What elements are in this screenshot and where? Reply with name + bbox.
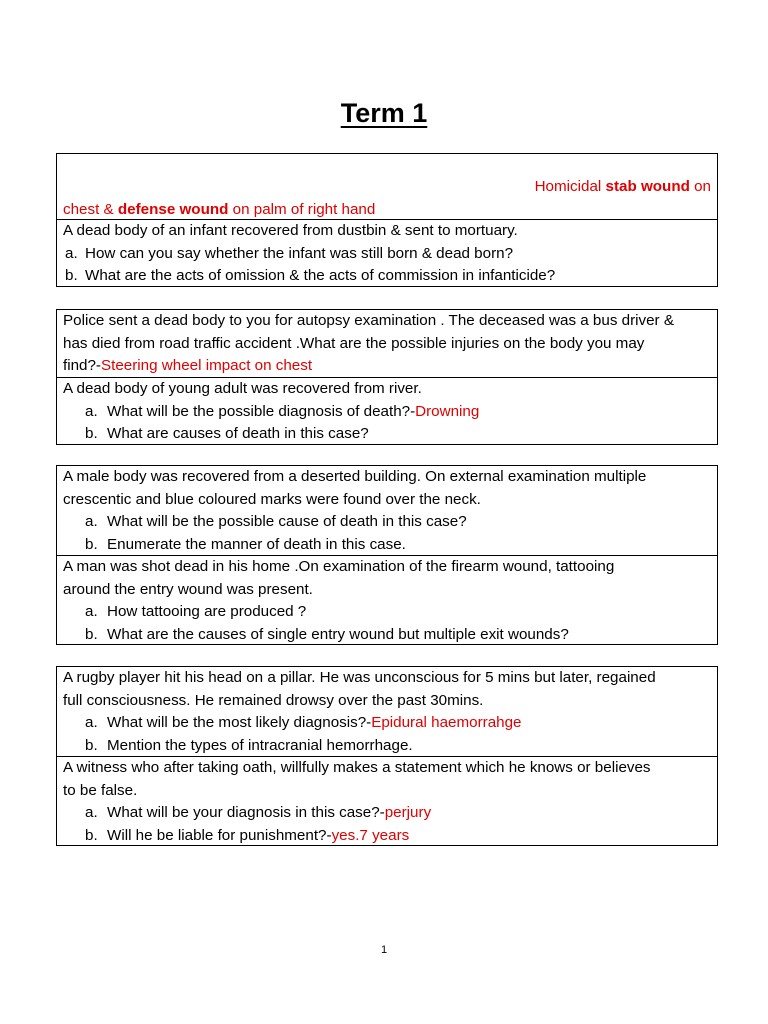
answer-bold-text: defense wound xyxy=(117,200,229,218)
question-table-1 xyxy=(56,153,718,287)
question-cell xyxy=(57,219,717,286)
question-text: A male body was recovered from a deserted building. On external examination multiple xyxy=(63,468,647,485)
question-text: A witness who after taking oath, willfully makes a statement which he knows or believes xyxy=(63,759,651,776)
question-text: find?- xyxy=(63,357,101,374)
question-table-2 xyxy=(56,309,718,445)
question-text: full consciousness. He remained drowsy over the past 30mins. xyxy=(63,691,484,709)
list-item: b. Mention the types of intracranial hemorrhage. xyxy=(85,736,413,754)
question-cell xyxy=(57,466,717,555)
question-text: Enumerate the manner of death in this case. xyxy=(107,535,406,553)
page-number: 1 xyxy=(380,944,388,956)
question-table-3 xyxy=(56,465,718,645)
question-text: What are the causes of single entry wound but multiple exit wounds? xyxy=(107,625,569,643)
question-table-4 xyxy=(56,666,718,846)
question-text: What will be the possible diagnosis of death?- xyxy=(107,402,416,420)
question-text: What will be your diagnosis in this case?- xyxy=(107,804,385,821)
answer-text: on xyxy=(689,178,711,195)
list-item: a. What will be the possible cause of death in this case? xyxy=(85,513,467,530)
list-item: b. Enumerate the manner of death in this case. xyxy=(85,535,406,553)
list-item: a. How can you say whether the infant was still born & dead born? xyxy=(65,244,514,262)
page-title: Term 1 xyxy=(340,98,428,128)
question-text: crescentic and blue coloured marks were found over the neck. xyxy=(63,490,481,508)
answer-bold-text: stab wound xyxy=(605,178,690,195)
question-text: A dead body of young adult was recovered from river. xyxy=(63,380,422,397)
question-text: Mention the types of intracranial hemorrhage. xyxy=(107,736,413,754)
question-cell xyxy=(57,555,717,644)
question-cell xyxy=(57,377,717,444)
list-item: b. What are causes of death in this case? xyxy=(85,425,369,442)
question-text: What are the acts of omission & the acts of commission in infanticide? xyxy=(85,267,556,284)
list-item: b. What are the acts of omission & the acts of commission in infanticide? xyxy=(65,267,556,284)
question-text: How can you say whether the infant was still born & dead born? xyxy=(85,244,514,262)
question-text: Police sent a dead body to you for autopsy examination . The deceased was a bus driver & xyxy=(63,312,674,329)
list-item: a. What will be the most likely diagnosis?-Epidural haemorrahge xyxy=(85,714,522,731)
answer-text: on palm of right hand xyxy=(228,200,376,218)
list-item: b. Will he be liable for punishment?-yes.7 years xyxy=(85,826,410,844)
answer-text: Drowning xyxy=(415,402,480,420)
list-item: b. What are the causes of single entry wound but multiple exit wounds? xyxy=(85,625,569,643)
question-text: A man was shot dead in his home .On examination of the firearm wound, tattooing xyxy=(63,558,615,575)
answer-text: Epidural haemorrahge xyxy=(371,714,522,731)
answer-text: Homicidal xyxy=(534,178,606,195)
question-cell xyxy=(57,310,717,377)
question-text: A dead body of an infant recovered from dustbin & sent to mortuary. xyxy=(63,222,518,239)
question-text: around the entry wound was present. xyxy=(63,580,313,598)
question-text: A rugby player hit his head on a pillar. He was unconscious for 5 mins but later, regained xyxy=(63,669,656,686)
question-text: has died from road traffic accident .What are the possible injuries on the body you may xyxy=(63,334,645,352)
answer-text: chest & xyxy=(63,200,118,218)
question-text: What will be the possible cause of death in this case? xyxy=(107,513,467,530)
answer-text: Steering wheel impact on chest xyxy=(101,357,313,374)
list-item: a. What will be your diagnosis in this case?-perjury xyxy=(85,804,432,821)
question-text: Will he be liable for punishment?- xyxy=(107,826,332,844)
question-text: to be false. xyxy=(63,781,138,799)
question-cell xyxy=(57,154,717,219)
question-text: How tattooing are produced ? xyxy=(107,603,307,620)
question-cell xyxy=(57,667,717,756)
question-text: What will be the most likely diagnosis?- xyxy=(107,714,372,731)
answer-text: yes.7 years xyxy=(331,826,410,844)
list-item: a. What will be the possible diagnosis of death?-Drowning xyxy=(85,402,480,420)
answer-text: perjury xyxy=(384,804,432,821)
question-text: What are causes of death in this case? xyxy=(107,425,369,442)
list-item: a. How tattooing are produced ? xyxy=(85,603,307,620)
question-cell xyxy=(57,756,717,845)
